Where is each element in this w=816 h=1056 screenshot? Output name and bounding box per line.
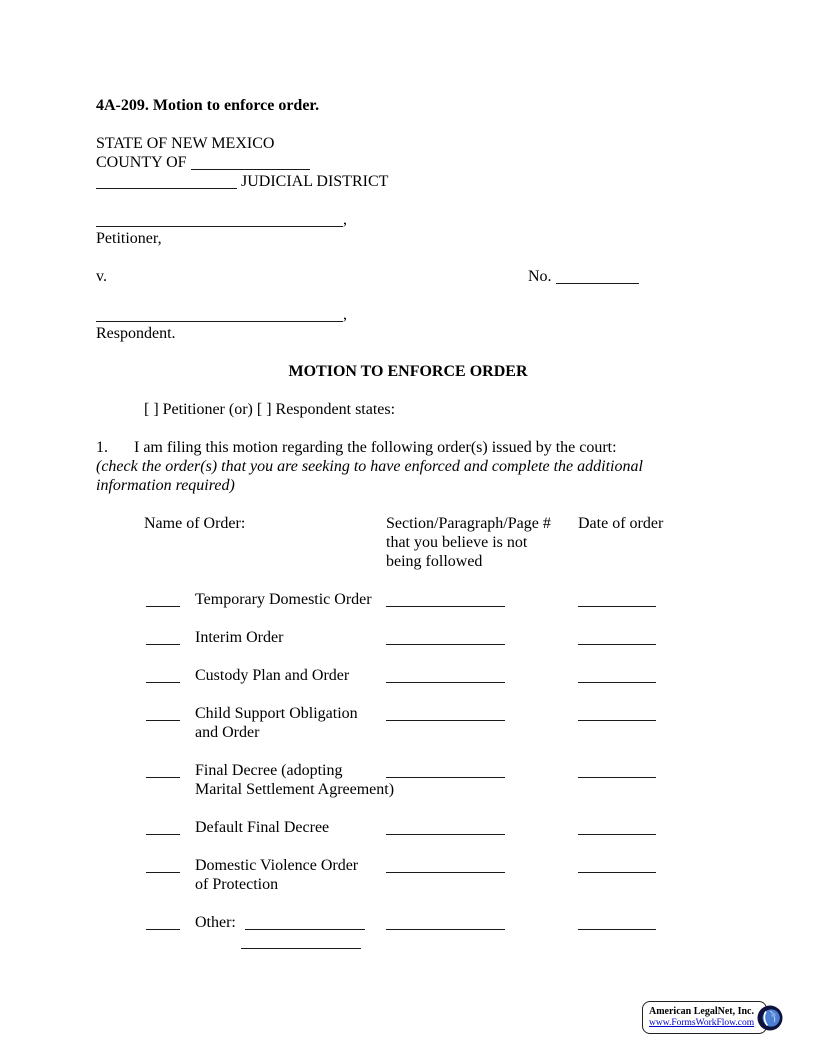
other-name-blank[interactable] [245,916,365,930]
other-name-blank-2[interactable] [241,935,361,949]
check-blank[interactable] [146,916,180,930]
respondent-label: Respondent. [96,325,176,342]
county-blank[interactable] [191,156,310,170]
paragraph-1 [96,438,720,495]
order-label: Default Final Decree [195,819,330,836]
case-number-blank[interactable] [556,270,639,284]
county-line [96,153,720,172]
order-row-temporary-domestic [96,590,720,609]
check-blank[interactable] [146,707,180,721]
instruction-line-1: (check the order(s) that you are seeking to have enforced and complete the additional [96,458,643,475]
date-blank[interactable] [578,707,656,721]
case-number-group [528,267,639,286]
county-label: COUNTY OF [96,154,187,171]
order-row-custody-plan [96,666,720,685]
section-blank[interactable] [386,669,505,683]
paragraph-1-text: I am filing this motion regarding the following order(s) issued by the court: [134,439,617,456]
declarant-petitioner-text: Petitioner (or) [162,401,253,418]
rule-title: 4A-209. Motion to enforce order. [96,97,320,114]
instruction-line-2: information required) [96,477,235,494]
date-blank[interactable] [578,764,656,778]
order-row-domestic-violence [96,856,720,894]
header-section [386,514,578,571]
district-line [96,172,720,191]
date-blank[interactable] [578,631,656,645]
date-blank[interactable] [578,821,656,835]
section-blank[interactable] [386,821,505,835]
judicial-district-blank[interactable] [96,175,237,189]
date-blank[interactable] [578,593,656,607]
formsworkflow-link[interactable]: www.FormsWorkFlow.com [649,1017,755,1028]
check-blank[interactable] [146,631,180,645]
petitioner-label: Petitioner, [96,230,162,247]
section-blank[interactable] [386,631,505,645]
check-blank[interactable] [146,593,180,607]
header-section-line-1: Section/Paragraph/Page # [386,515,551,532]
date-blank[interactable] [578,669,656,683]
respondent-checkbox[interactable]: [ ] [256,401,272,418]
petitioner-comma: , [343,211,347,228]
declarant-line [96,400,720,419]
date-blank[interactable] [578,916,656,930]
judicial-district-label: JUDICIAL DISTRICT [241,173,389,190]
section-blank[interactable] [386,859,505,873]
orders-table-header [96,514,720,571]
date-blank[interactable] [578,859,656,873]
order-row-default-final-decree [96,818,720,837]
section-blank[interactable] [386,916,505,930]
petitioner-name-line [96,210,720,229]
header-section-line-3: being followed [386,553,483,570]
order-label: Domestic Violence Order [195,857,359,874]
state-line: STATE OF NEW MEXICO [96,135,275,152]
order-label-line2: and Order [195,724,260,741]
order-row-final-decree [96,761,720,799]
header-name-of-order: Name of Order: [144,515,246,532]
order-label: Custody Plan and Order [195,667,350,684]
petitioner-block [96,210,720,248]
court-caption [96,134,720,191]
respondent-block [96,305,720,343]
paragraph-number: 1. [96,439,108,456]
order-label: Final Decree (adopting [195,762,343,779]
petitioner-name-blank[interactable] [96,213,343,227]
american-legalnet-badge [642,1001,767,1034]
header-date-of-order: Date of order [578,515,664,532]
petitioner-checkbox[interactable]: [ ] [144,401,159,418]
check-blank[interactable] [146,669,180,683]
case-number-label: No. [528,268,552,285]
paragraph-1-sentence [96,438,720,457]
header-section-line-2: that you believe is not [386,534,528,551]
check-blank[interactable] [146,764,180,778]
order-row-other [96,913,720,951]
order-label-line2: Marital Settlement Agreement) [195,781,395,798]
versus-line [96,267,720,286]
order-label-line2: of Protection [195,876,279,893]
globe-logo-icon [757,1005,783,1031]
v-label: v. [96,268,107,285]
respondent-comma: , [343,306,347,323]
legalnet-company-name: American LegalNet, Inc. [649,1006,754,1017]
order-label: Temporary Domestic Order [195,591,372,608]
section-blank[interactable] [386,593,505,607]
order-row-child-support [96,704,720,742]
order-row-interim [96,628,720,647]
declarant-respondent-text: Respondent states: [275,401,396,418]
section-blank[interactable] [386,707,505,721]
respondent-name-line [96,305,720,324]
order-label: Interim Order [195,629,284,646]
check-blank[interactable] [146,859,180,873]
respondent-name-blank[interactable] [96,308,343,322]
check-blank[interactable] [146,821,180,835]
document-title: MOTION TO ENFORCE ORDER [288,363,528,380]
order-label: Child Support Obligation [195,705,358,722]
section-blank[interactable] [386,764,505,778]
order-label: Other: [195,914,236,931]
